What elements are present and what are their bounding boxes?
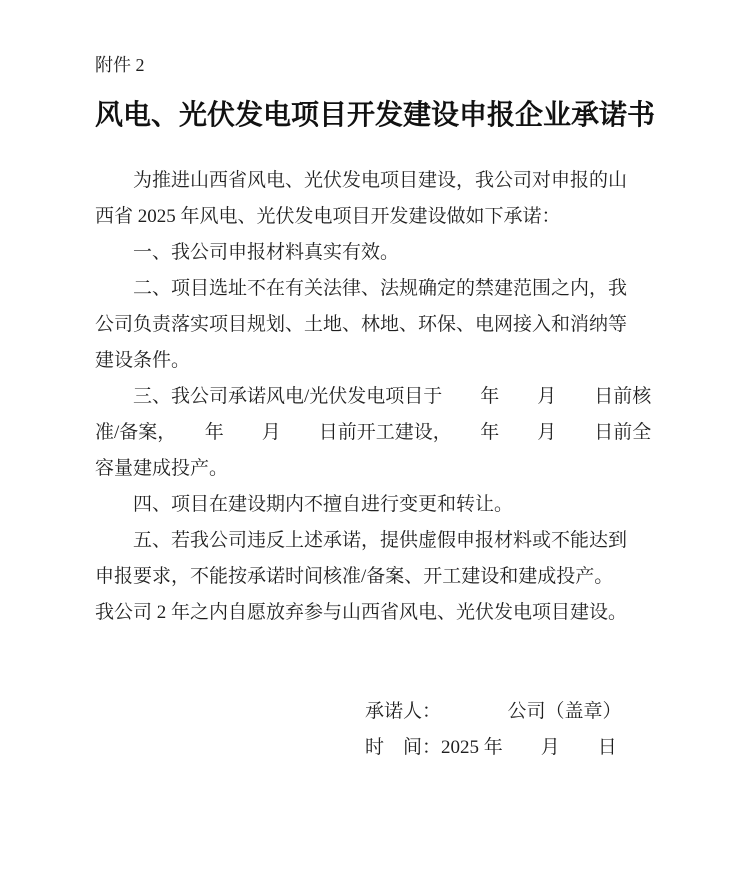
date-line: 时 间：2025 年 月 日 — [365, 737, 617, 758]
signature-block — [365, 694, 622, 766]
body-line: 四、项目在建设期内不擅自进行变更和转让。 — [133, 494, 514, 515]
body-line: 为推进山西省风电、光伏发电项目建设，我公司对申报的山 — [133, 170, 628, 191]
body-line: 一、我公司申报材料真实有效。 — [133, 242, 400, 263]
body-line: 五、若我公司违反上述承诺，提供虚假申报材料或不能达到 — [133, 530, 628, 551]
document-title: 风电、光伏发电项目开发建设申报企业承诺书 — [95, 100, 656, 131]
body-line: 容量建成投产。 — [95, 458, 229, 479]
document-body — [95, 163, 655, 631]
committer-line: 承诺人： 公司（盖章） — [365, 701, 622, 722]
body-line: 西省 2025 年风电、光伏发电项目开发建设做如下承诺： — [95, 206, 561, 227]
body-line: 申报要求，不能按承诺时间核准/备案、开工建设和建成投产。 — [95, 566, 614, 587]
body-line: 公司负责落实项目规划、土地、林地、环保、电网接入和消纳等 — [95, 314, 628, 335]
body-line: 三、我公司承诺风电/光伏发电项目于 年 月 日前核 — [133, 386, 652, 407]
attachment-label: 附件 2 — [95, 55, 145, 75]
body-line: 二、项目选址不在有关法律、法规确定的禁建范围之内，我 — [133, 278, 628, 299]
body-line: 建设条件。 — [95, 350, 191, 371]
body-line: 我公司 2 年之内自愿放弃参与山西省风电、光伏发电项目建设。 — [95, 602, 628, 623]
body-line: 准/备案， 年 月 日前开工建设， 年 月 日前全 — [95, 422, 652, 443]
